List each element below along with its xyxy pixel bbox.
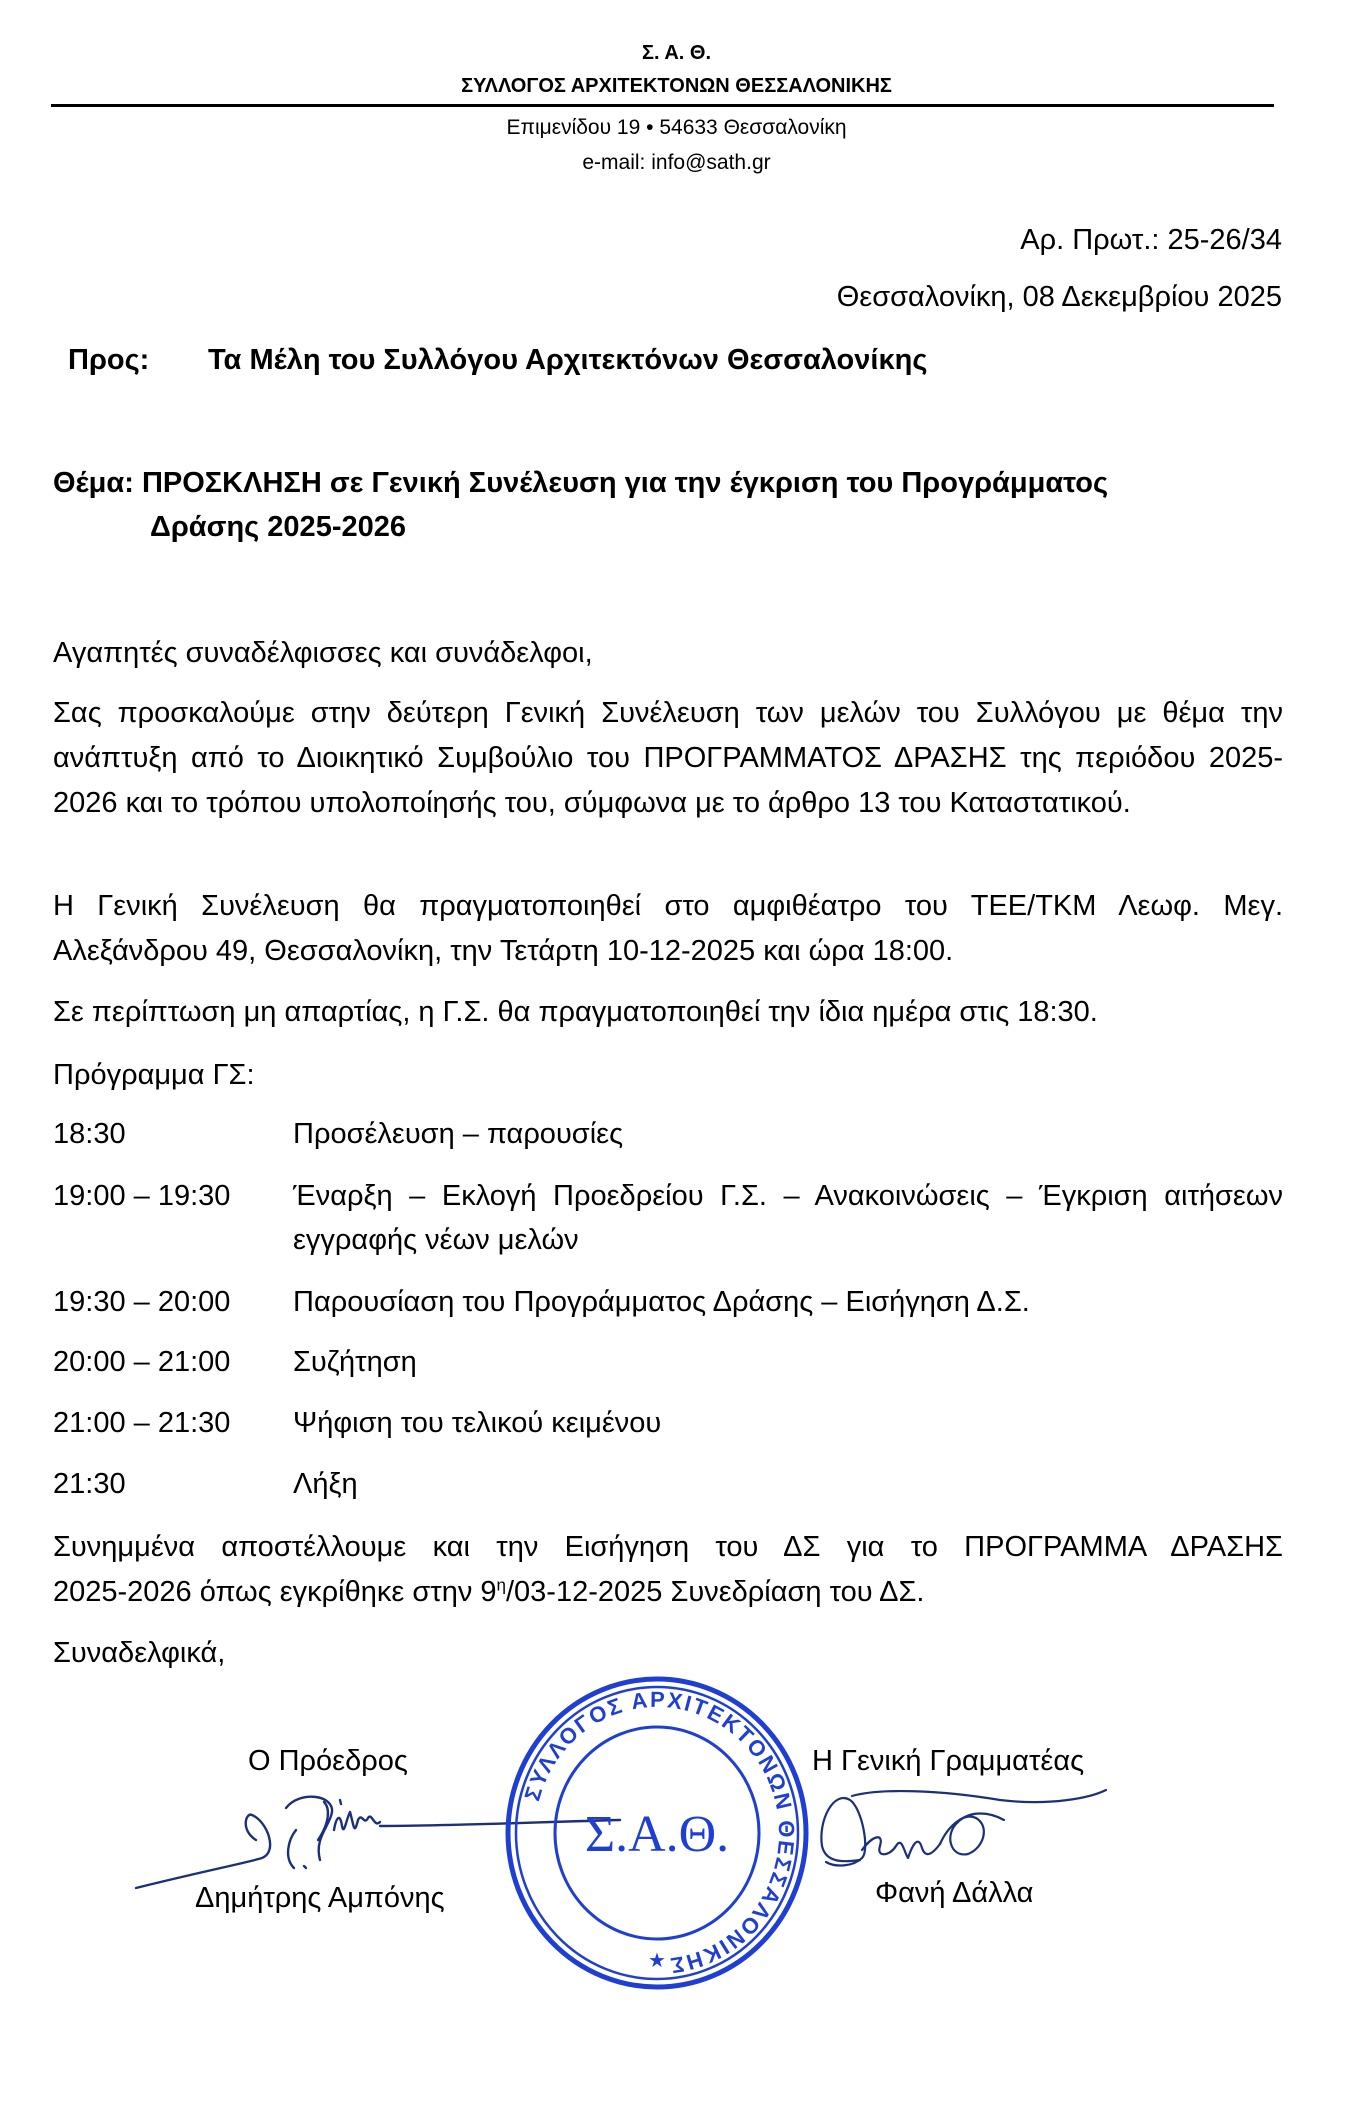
- paragraph-quorum: Σε περίπτωση μη απαρτίας, η Γ.Σ. θα πραγματοποιηθεί την ίδια ημέρα στις 18:30.: [53, 996, 1098, 1028]
- star-icon: ★: [648, 1948, 666, 1972]
- schedule-description: Λήξη: [293, 1468, 358, 1500]
- schedule-time: 21:00 – 21:30: [53, 1407, 231, 1439]
- letterhead-organization: ΣΥΛΛΟΓΟΣ ΑΡΧΙΤΕΚΤΟΝΩΝ ΘΕΣΣΑΛΟΝΙΚΗΣ: [461, 75, 892, 97]
- schedule-time: 21:30: [53, 1468, 126, 1500]
- greeting: Αγαπητές συναδέλφισσες και συνάδελφοι,: [53, 637, 593, 669]
- schedule-time: 18:30: [53, 1118, 126, 1150]
- email-label: e-mail:: [582, 151, 646, 174]
- stamp-ring-text: ΣΥΛΛΟΓΟΣ ΑΡΧΙΤΕΚΤΟΝΩΝ ΘΕΣΣΑΛΟΝΙΚΗΣ: [519, 1686, 800, 1979]
- paragraph-invitation: Σας προσκαλούμε στην δεύτερη Γενική Συνέλευση των μελών του Συλλόγου με θέμα την ανάπτυξη από το Διοικητικό Συμβούλιο του ΠΡΟΓΡΑΜΜΑΤΟΣ ΔΡΑΣΗΣ της περιόδου 2025-2026 και το τρόπου υπολοποίησής του, σύμφωνα με το άρθρο 13 του Καταστατικού.: [53, 697, 1283, 819]
- ordinal-superscript: η: [496, 1575, 506, 1595]
- attachment-line2-end: /03-12-2025 Συνεδρίαση του ΔΣ.: [505, 1576, 925, 1608]
- schedule-time: 19:00 – 19:30: [53, 1180, 231, 1212]
- protocol-label: Αρ. Πρωτ.:: [1020, 224, 1160, 256]
- salutation: Συναδελφικά,: [53, 1637, 226, 1669]
- schedule-description: Ψήφιση του τελικού κειμένου: [293, 1407, 662, 1439]
- secretary-role: Η Γενική Γραμματέας: [812, 1745, 1085, 1777]
- subject-label: Θέμα:: [53, 467, 134, 499]
- president-role: Ο Πρόεδρος: [248, 1745, 408, 1777]
- email-address[interactable]: info@sath.gr: [651, 151, 771, 174]
- association-stamp-icon: [505, 1675, 809, 1991]
- place-date: Θεσσαλονίκη, 08 Δεκεμβρίου 2025: [836, 281, 1282, 313]
- attachment-line2-start: 2025-2026 όπως εγκρίθηκε στην 9: [53, 1576, 497, 1608]
- stamp-center-text: Σ.Α.Θ.: [584, 1806, 730, 1863]
- bullet-separator-icon: •: [646, 116, 654, 139]
- schedule-time: 19:30 – 20:00: [53, 1286, 231, 1318]
- address-street: Επιμενίδου 19: [506, 116, 641, 139]
- paragraph-venue-line2: Αλεξάνδρου 49, Θεσσαλονίκη, την Τετάρτη 10-12-2025 και ώρα 18:00.: [53, 935, 954, 967]
- recipient-label: Προς:: [68, 344, 150, 376]
- attachment-line1: Συνημμένα αποστέλλουμε και την Εισήγηση του ΔΣ για το ΠΡΟΓΡΑΜΜΑ ΔΡΑΣΗΣ: [53, 1531, 1283, 1563]
- secretary-name: Φανή Δάλλα: [875, 1877, 1034, 1909]
- schedule-description: Προσέλευση – παρουσίες: [293, 1118, 624, 1150]
- schedule-description: Παρουσίαση του Προγράμματος Δράσης – Εισήγηση Δ.Σ.: [293, 1286, 1030, 1318]
- subject-text-line2: Δράσης 2025-2026: [150, 511, 406, 543]
- president-name: Δημήτρης Αμπόνης: [195, 1882, 445, 1914]
- recipient-value: Τα Μέλη του Συλλόγου Αρχιτεκτόνων Θεσσαλονίκης: [208, 344, 928, 376]
- program-heading: Πρόγραμμα ΓΣ:: [53, 1059, 255, 1091]
- letterhead-abbreviation: Σ. Α. Θ.: [641, 42, 712, 64]
- address-city: 54633 Θεσσαλονίκη: [659, 116, 847, 139]
- paragraph-venue-line1: Η Γενική Συνέλευση θα πραγματοποιηθεί στο αμφιθέατρο του ΤΕΕ/ΤΚΜ Λεωφ. Μεγ.: [53, 890, 1283, 922]
- subject-text-line1: ΠΡΟΣΚΛΗΣΗ σε Γενική Συνέλευση για την έγκριση του Προγράμματος: [141, 467, 1109, 499]
- schedule-description: Έναρξη – Εκλογή Προεδρείου Γ.Σ. – Ανακοινώσεις – Έγκριση αιτήσεων εγγραφής νέων μελών: [293, 1180, 1283, 1256]
- protocol-value: 25-26/34: [1167, 224, 1282, 256]
- schedule-description: Συζήτηση: [293, 1346, 417, 1378]
- schedule-time: 20:00 – 21:00: [53, 1346, 231, 1378]
